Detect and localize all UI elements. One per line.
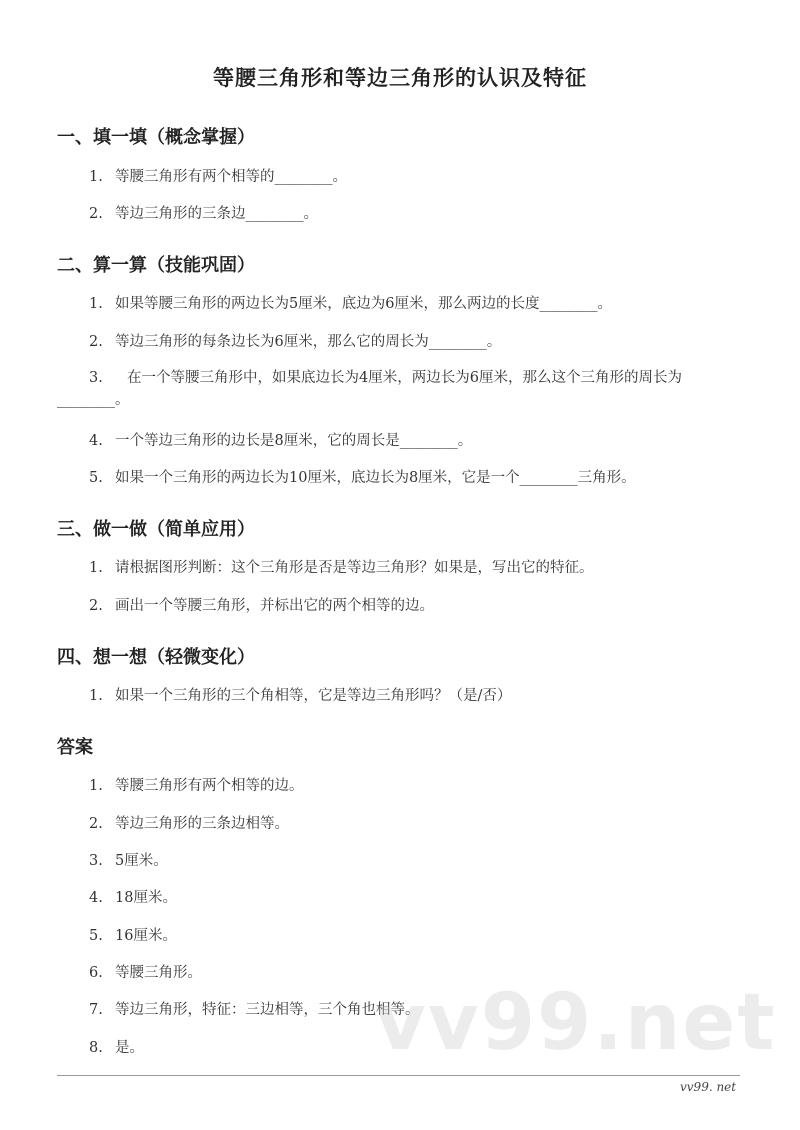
item-number: 1. bbox=[89, 778, 103, 794]
item-text: 18厘米。 bbox=[115, 890, 177, 906]
item-text: 16厘米。 bbox=[115, 928, 177, 944]
item-number: 2. bbox=[89, 598, 103, 614]
list-item bbox=[89, 684, 511, 705]
list-item bbox=[89, 466, 636, 487]
item-text: 5厘米。 bbox=[115, 853, 168, 869]
item-text: 等腰三角形有两个相等的边。 bbox=[115, 778, 304, 794]
item-text: 如果一个三角形的三个角相等，它是等边三角形吗？（是/否） bbox=[115, 688, 512, 704]
page-title: 等腰三角形和等边三角形的认识及特征 bbox=[213, 66, 587, 90]
item-number: 1. bbox=[89, 169, 103, 185]
item-text: 在一个等腰三角形中，如果底边长为4厘米，两边长为6厘米，那么这个三角形的周长为________。 bbox=[57, 370, 682, 408]
section-heading-apply: 三、做一做（简单应用） bbox=[57, 519, 255, 540]
list-item bbox=[89, 429, 472, 450]
answer-item bbox=[89, 886, 177, 907]
item-text: 是。 bbox=[115, 1040, 144, 1056]
answer-item bbox=[89, 812, 289, 833]
item-number: 2. bbox=[89, 816, 103, 832]
answer-item bbox=[89, 774, 304, 795]
section-heading-calc: 二、算一算（技能巩固） bbox=[57, 255, 255, 276]
footer-site-label: vv99. net bbox=[680, 1080, 737, 1094]
item-text: 等腰三角形。 bbox=[115, 965, 202, 981]
list-item bbox=[89, 594, 434, 615]
answer-item bbox=[89, 849, 168, 870]
item-number: 3. bbox=[89, 853, 103, 869]
item-number: 1. bbox=[89, 560, 103, 576]
item-number: 4. bbox=[89, 890, 103, 906]
item-text: 等腰三角形有两个相等的________。 bbox=[115, 169, 347, 185]
section-heading-answers: 答案 bbox=[57, 737, 93, 758]
item-number: 1. bbox=[89, 688, 103, 704]
list-item bbox=[89, 165, 347, 186]
section-heading-think: 四、想一想（轻微变化） bbox=[57, 647, 255, 668]
section-heading-fill: 一、填一填（概念掌握） bbox=[57, 127, 255, 148]
item-number: 2. bbox=[89, 206, 103, 222]
watermark: vv99.net bbox=[375, 978, 777, 1068]
answer-item bbox=[89, 998, 420, 1019]
item-text: 等边三角形，特征：三边相等，三个角也相等。 bbox=[115, 1002, 420, 1018]
item-number: 3. bbox=[89, 370, 103, 386]
item-text: 如果等腰三角形的两边长为5厘米，底边为6厘米，那么两边的长度________。 bbox=[115, 296, 612, 312]
item-number: 7. bbox=[89, 1002, 103, 1018]
item-number: 6. bbox=[89, 965, 103, 981]
answer-item bbox=[89, 961, 202, 982]
item-number: 1. bbox=[89, 296, 103, 312]
list-item bbox=[89, 292, 612, 313]
footer-divider bbox=[57, 1075, 740, 1076]
item-text: 等边三角形的三条边________。 bbox=[115, 206, 318, 222]
item-text: 请根据图形判断：这个三角形是否是等边三角形？如果是，写出它的特征。 bbox=[115, 560, 594, 576]
answer-item bbox=[89, 924, 177, 945]
list-item bbox=[89, 556, 594, 577]
item-number: 8. bbox=[89, 1040, 103, 1056]
answer-item bbox=[89, 1036, 144, 1057]
list-item bbox=[89, 202, 318, 223]
item-text: 一个等边三角形的边长是8厘米，它的周长是________。 bbox=[115, 433, 473, 449]
list-item bbox=[57, 367, 747, 411]
item-text: 画出一个等腰三角形，并标出它的两个相等的边。 bbox=[115, 598, 434, 614]
item-text: 如果一个三角形的两边长为10厘米，底边长为8厘米，它是一个________三角形。 bbox=[115, 470, 636, 486]
item-number: 5. bbox=[89, 470, 103, 486]
item-number: 5. bbox=[89, 928, 103, 944]
item-text: 等边三角形的三条边相等。 bbox=[115, 816, 289, 832]
item-number: 2. bbox=[89, 334, 103, 350]
item-text: 等边三角形的每条边长为6厘米，那么它的周长为________。 bbox=[115, 334, 502, 350]
item-number: 4. bbox=[89, 433, 103, 449]
list-item bbox=[89, 330, 501, 351]
